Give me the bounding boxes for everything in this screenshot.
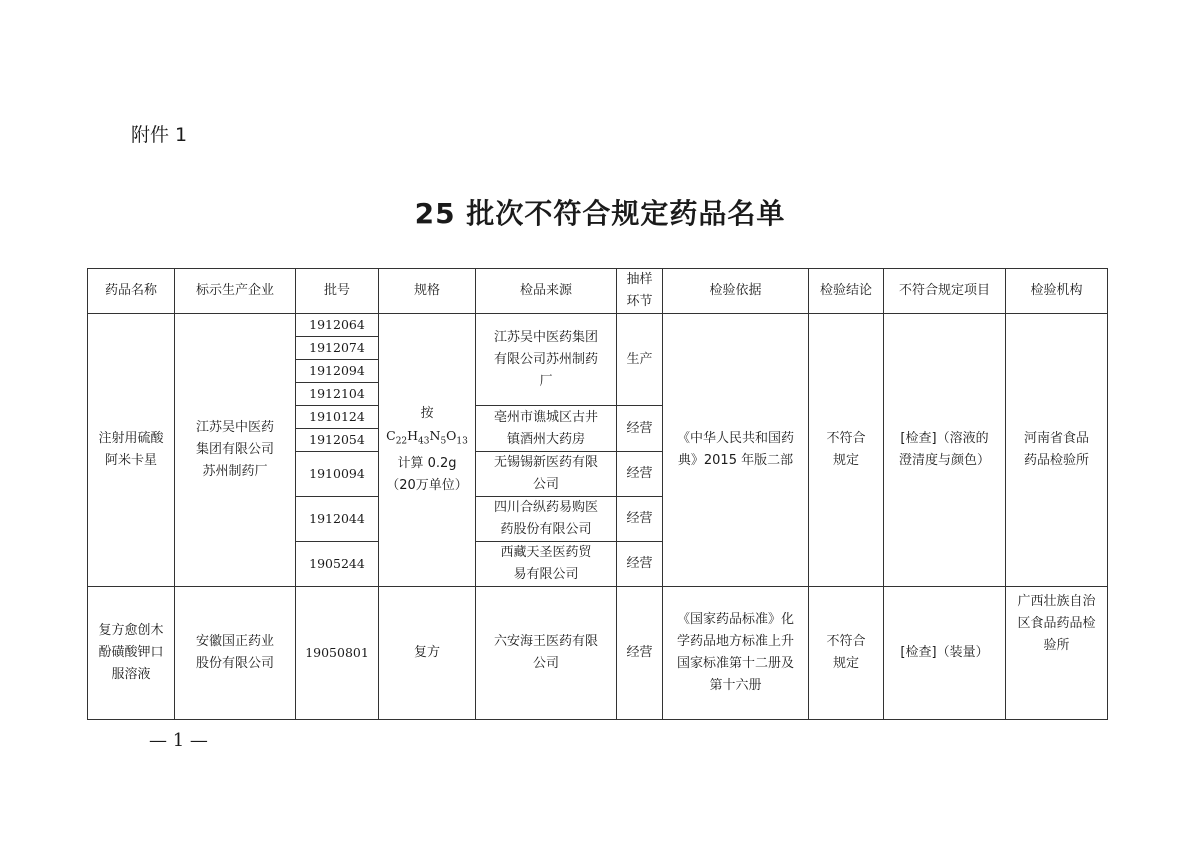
header-drug-name: 药品名称 [88, 269, 175, 314]
table-row [88, 587, 1108, 720]
stage-cell: 经营 [617, 497, 663, 542]
header-spec: 规格 [379, 269, 476, 314]
batch-cell: 1910094 [296, 452, 379, 497]
header-manufacturer: 标示生产企业 [175, 269, 296, 314]
basis-cell: 《中华人民共和国药典》2015 年版二部 [663, 314, 809, 587]
conclusion-cell: 不符合规定 [809, 587, 884, 720]
header-agency: 检验机构 [1006, 269, 1108, 314]
stage-cell: 经营 [617, 406, 663, 452]
items-cell: [检查]（装量） [884, 587, 1006, 720]
batch-cell: 1912104 [296, 383, 379, 406]
agency-cell: 广西壮族自治区食品药品检验所 [1006, 587, 1108, 720]
stage-cell: 生产 [617, 314, 663, 406]
spec-suffix: 计算 0.2g（20万单位） [386, 455, 468, 493]
drug-name-cell: 复方愈创木酚磺酸钾口服溶液 [88, 587, 175, 720]
basis-cell: 《国家药品标准》化学药品地方标准上升国家标准第十二册及第十六册 [663, 587, 809, 720]
source-cell: 亳州市谯城区古井镇酒州大药房 [476, 406, 617, 452]
batch-cell: 1912064 [296, 314, 379, 337]
stage-cell: 经营 [617, 542, 663, 587]
header-stage: 抽样环节 [617, 269, 663, 314]
manufacturer-cell: 安徽国正药业股份有限公司 [175, 587, 296, 720]
manufacturer-cell: 江苏吴中医药集团有限公司苏州制药厂 [175, 314, 296, 587]
source-cell: 六安海王医药有限公司 [476, 587, 617, 720]
source-cell: 四川合纵药易购医药股份有限公司 [476, 497, 617, 542]
table-header-row [88, 269, 1108, 314]
agency-cell: 河南省食品药品检验所 [1006, 314, 1108, 587]
source-cell: 西藏天圣医药贸易有限公司 [476, 542, 617, 587]
nonconforming-drugs-table [87, 268, 1108, 720]
header-conclusion: 检验结论 [809, 269, 884, 314]
stage-cell: 经营 [617, 587, 663, 720]
conclusion-cell: 不符合规定 [809, 314, 884, 587]
batch-cell: 1910124 [296, 406, 379, 429]
document-title: 25 批次不符合规定药品名单 [414, 197, 786, 230]
batch-cell: 1912094 [296, 360, 379, 383]
spec-cell: 复方 [379, 587, 476, 720]
header-basis: 检验依据 [663, 269, 809, 314]
batch-cell: 1912044 [296, 497, 379, 542]
page-number: — 1 — [149, 730, 208, 751]
spec-cell [379, 314, 476, 587]
spec-prefix: 按 [420, 406, 434, 422]
batch-cell: 1912074 [296, 337, 379, 360]
source-cell: 江苏吴中医药集团有限公司苏州制药厂 [476, 314, 617, 406]
stage-cell: 经营 [617, 452, 663, 497]
header-batch: 批号 [296, 269, 379, 314]
source-cell: 无锡锡新医药有限公司 [476, 452, 617, 497]
drug-name-cell: 注射用硫酸阿米卡星 [88, 314, 175, 587]
batch-cell: 1905244 [296, 542, 379, 587]
spec-formula: $C_{22}H_{43}N_5O_{13}$ [386, 428, 468, 447]
batch-cell: 1912054 [296, 429, 379, 452]
batch-cell: 19050801 [296, 587, 379, 720]
table-row [88, 314, 1108, 337]
attachment-label: 附件 1 [131, 124, 188, 146]
header-source: 检品来源 [476, 269, 617, 314]
items-cell: [检查]（溶液的澄清度与颜色） [884, 314, 1006, 587]
header-items: 不符合规定项目 [884, 269, 1006, 314]
